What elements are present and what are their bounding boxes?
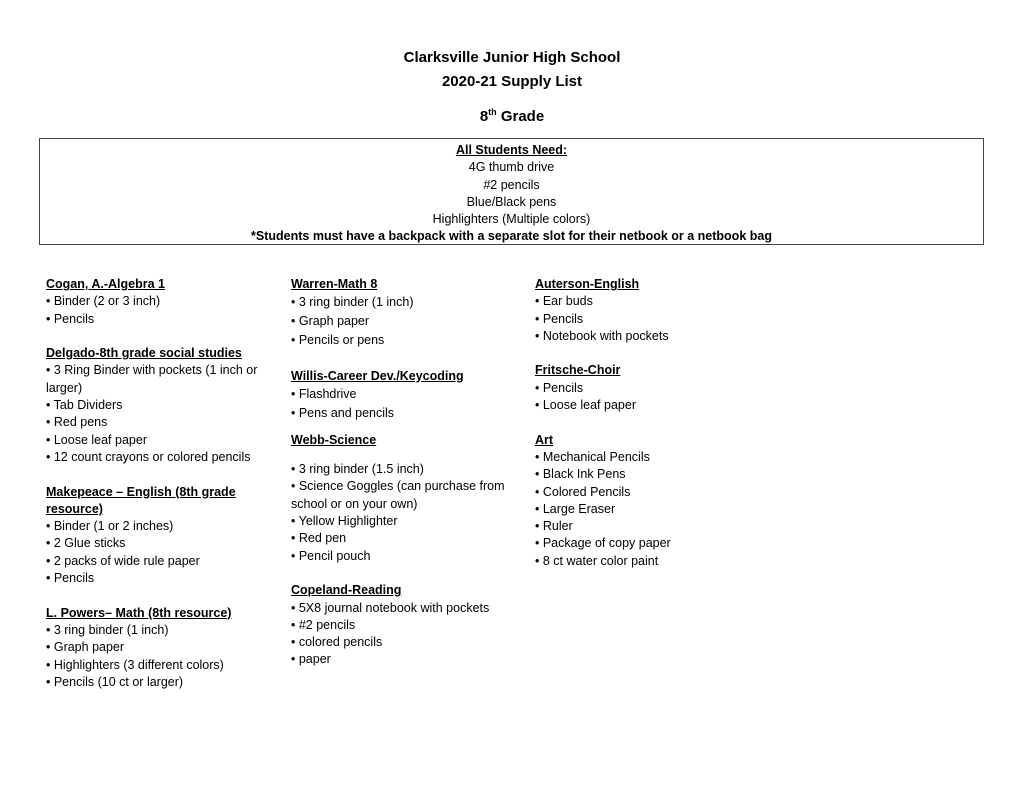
supply-item: • Mechanical Pencils bbox=[535, 449, 650, 464]
all-students-title: All Students Need: bbox=[455, 143, 568, 157]
supply-item: • Science Goggles (can purchase from school or on your own) bbox=[291, 479, 505, 511]
teacher-section-title: Art bbox=[535, 432, 554, 447]
supply-column-3 bbox=[535, 276, 770, 587]
supply-item: • Pencils (10 ct or larger) bbox=[46, 674, 184, 689]
teacher-section-title: Willis-Career Dev./Keycoding bbox=[291, 368, 464, 383]
supply-item: • 3 ring binder (1 inch) bbox=[46, 622, 169, 637]
all-students-item: #2 pencils bbox=[483, 177, 540, 192]
teacher-section bbox=[535, 276, 770, 345]
grade-superscript: th bbox=[488, 107, 497, 117]
teacher-section bbox=[291, 276, 526, 350]
teacher-section-title: Copeland-Reading bbox=[291, 583, 402, 598]
supply-item: • colored pencils bbox=[291, 635, 383, 650]
teacher-section bbox=[291, 432, 526, 565]
teacher-section bbox=[46, 345, 281, 466]
supply-item: • Yellow Highlighter bbox=[291, 514, 398, 529]
supply-item: • Graph paper bbox=[46, 640, 125, 655]
grade-word: Grade bbox=[496, 108, 545, 125]
teacher-section bbox=[291, 368, 526, 423]
supply-item: • Loose leaf paper bbox=[46, 432, 147, 447]
teacher-section bbox=[535, 362, 770, 414]
supply-item: • Pencils bbox=[535, 311, 584, 326]
supply-item: • #2 pencils bbox=[291, 617, 356, 632]
teacher-section bbox=[46, 484, 281, 588]
all-students-item: Highlighters (Multiple colors) bbox=[432, 212, 591, 227]
supply-item: • 8 ct water color paint bbox=[535, 553, 659, 568]
teacher-section-title: Fritsche-Choir bbox=[535, 363, 621, 378]
supply-item: • Notebook with pockets bbox=[535, 328, 669, 343]
teacher-section-title: Cogan, A.-Algebra 1 bbox=[46, 277, 165, 291]
grade-number: 8 bbox=[479, 108, 489, 125]
supply-item: • Ear buds bbox=[535, 294, 593, 309]
supply-item: • Binder (1 or 2 inches) bbox=[46, 519, 174, 534]
supply-item: • Highlighters (3 different colors) bbox=[46, 657, 224, 672]
supply-item: • Large Eraser bbox=[535, 501, 616, 516]
supply-item: • 2 packs of wide rule paper bbox=[46, 553, 200, 568]
supply-item: • Pens and pencils bbox=[291, 405, 395, 420]
grade-heading bbox=[0, 107, 1024, 125]
teacher-section-title: L. Powers– Math (8th resource) bbox=[46, 605, 232, 620]
supply-item: • 3 ring binder (1.5 inch) bbox=[291, 462, 424, 477]
supply-item: • 3 Ring Binder with pockets (1 inch or larger) bbox=[46, 363, 258, 395]
school-name: Clarksville Junior High School bbox=[403, 49, 621, 66]
teacher-section-title: Auterson-English bbox=[535, 277, 640, 291]
teacher-section bbox=[291, 582, 526, 668]
supply-item: • Pencils bbox=[535, 380, 584, 395]
all-students-item: 4G thumb drive bbox=[468, 160, 555, 175]
teacher-section bbox=[46, 276, 281, 328]
supply-item: • paper bbox=[291, 652, 331, 667]
list-title: 2020-21 Supply List bbox=[441, 73, 583, 90]
teacher-section-title: Webb-Science bbox=[291, 432, 377, 447]
supply-item: • 5X8 journal notebook with pockets bbox=[291, 600, 490, 615]
supply-item: • 12 count crayons or colored pencils bbox=[46, 449, 251, 464]
teacher-section bbox=[535, 432, 770, 570]
supply-column-2 bbox=[291, 276, 526, 686]
supply-item: • Pencils or pens bbox=[291, 333, 385, 348]
teacher-section bbox=[46, 605, 281, 691]
supply-item: • Package of copy paper bbox=[535, 536, 671, 551]
supply-item: • Loose leaf paper bbox=[535, 398, 636, 413]
supply-item: • Pencils bbox=[46, 571, 95, 586]
supply-column-1 bbox=[46, 276, 281, 708]
supply-item: • Red pens bbox=[46, 415, 108, 430]
supply-item: • 3 ring binder (1 inch) bbox=[291, 295, 414, 310]
supply-item: • Black Ink Pens bbox=[535, 467, 626, 482]
supply-item: • Colored Pencils bbox=[535, 484, 631, 499]
supply-item: • Tab Dividers bbox=[46, 398, 123, 413]
all-students-item: Blue/Black pens bbox=[466, 194, 557, 209]
teacher-section-title: Warren-Math 8 bbox=[291, 277, 378, 291]
supply-item: • 2 Glue sticks bbox=[46, 536, 126, 551]
supply-item: • Ruler bbox=[535, 519, 573, 534]
backpack-note: *Students must have a backpack with a separate slot for their netbook or a netbook bag bbox=[251, 229, 772, 244]
supply-item: • Red pen bbox=[291, 531, 347, 546]
all-students-box bbox=[39, 138, 984, 245]
teacher-section-title: Makepeace – English (8th grade resource) bbox=[46, 484, 236, 516]
supply-item: • Flashdrive bbox=[291, 386, 357, 401]
supply-item: • Pencils bbox=[46, 311, 95, 326]
supply-item: • Graph paper bbox=[291, 314, 370, 329]
supply-item: • Binder (2 or 3 inch) bbox=[46, 294, 161, 309]
supply-item: • Pencil pouch bbox=[291, 548, 371, 563]
teacher-section-title: Delgado-8th grade social studies bbox=[46, 346, 242, 361]
